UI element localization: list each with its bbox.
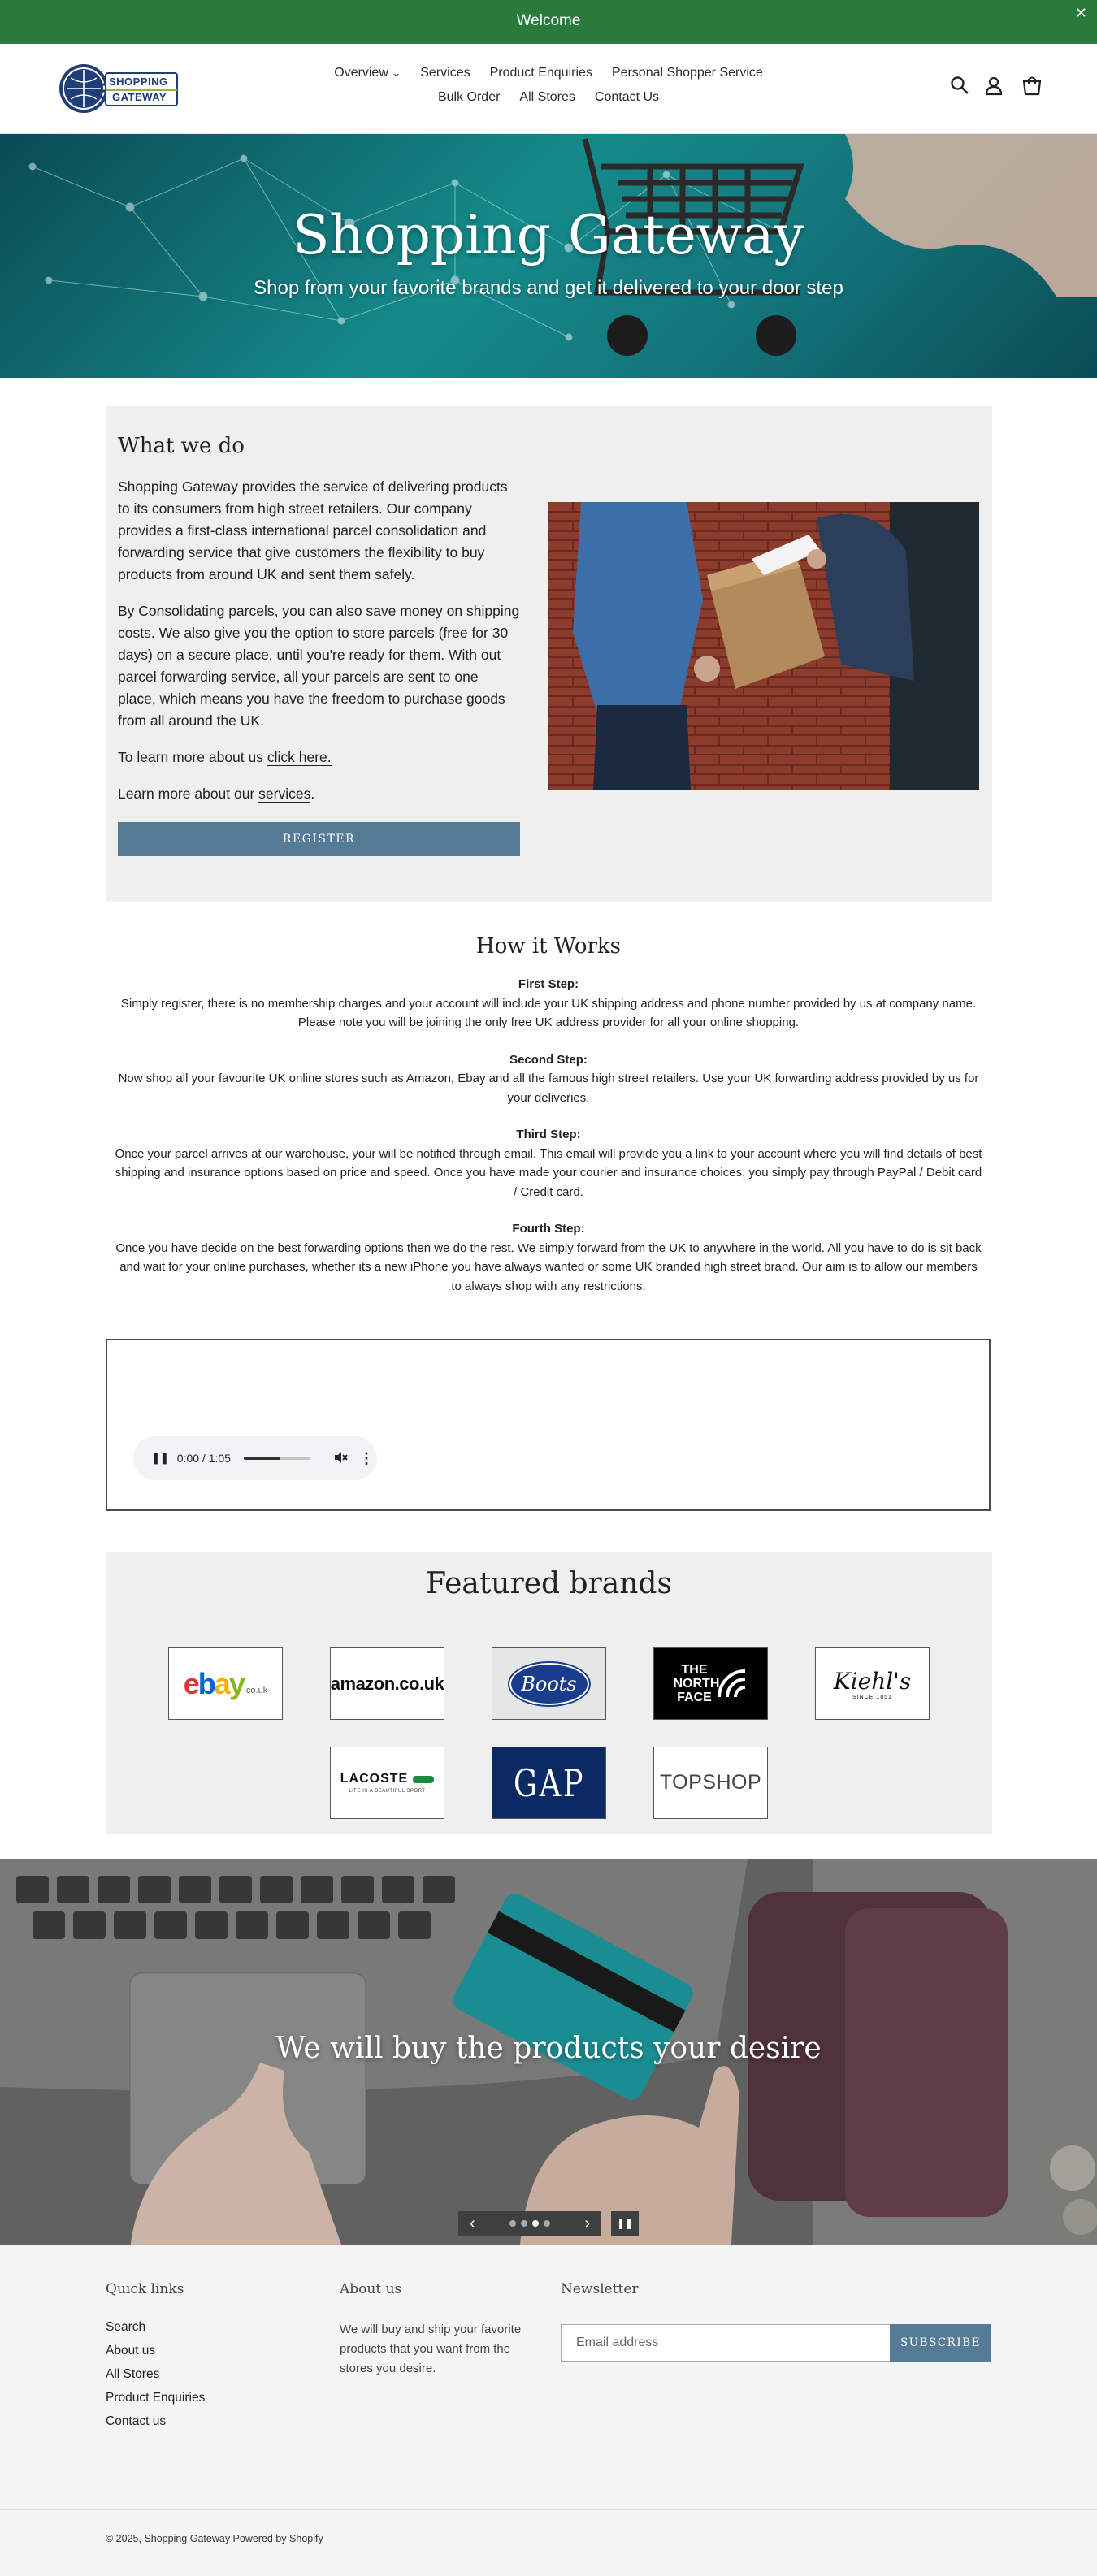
search-icon[interactable]	[949, 75, 970, 96]
nav-contact-us[interactable]: Contact Us	[594, 90, 660, 104]
cart-icon[interactable]	[1021, 75, 1043, 96]
what-we-do-text	[118, 476, 520, 820]
slideshow	[0, 1859, 1097, 2245]
media-progress-fill	[244, 1457, 280, 1460]
footer-link-about-us[interactable]: About us	[106, 2344, 156, 2357]
parcel-delivery-image	[548, 502, 979, 790]
step-4-title: Fourth Step:	[512, 1222, 585, 1236]
brand-the-north-face[interactable]	[653, 1647, 768, 1720]
media-time: 0:00 / 1:05	[176, 1452, 231, 1465]
footer-quick-links	[106, 2281, 205, 2438]
site-header	[0, 46, 1097, 134]
copyright-prefix: © 2025,	[106, 2533, 145, 2544]
ebay-logo: ebay	[183, 1666, 244, 1700]
learn-more-prefix: To learn more about us	[118, 749, 267, 765]
step-4-text: Once you have decide on the best forwarding options then we do the rest. We simply forward from the UK to anywhere in the world. All you have to do is sit back and wait for your online purchases, whether its a new iPhone you have always wanted or some UK branded high street brand. Our aim is to allow our members to always shop with any restrictions.	[115, 1240, 982, 1293]
muted-volume-icon[interactable]	[333, 1450, 348, 1467]
what-we-do-heading: What we do	[118, 434, 245, 458]
quick-links-heading: Quick links	[106, 2281, 184, 2297]
close-icon[interactable]: ✕	[1074, 5, 1087, 21]
kiehls-since: SINCE 1851	[852, 1694, 892, 1700]
newsletter-heading: Newsletter	[561, 2281, 639, 2297]
nav-overview[interactable]	[334, 66, 401, 80]
media-embed	[106, 1339, 991, 1511]
step-3-title: Third Step:	[516, 1128, 581, 1141]
copyright-powered-by: Powered by Shopify	[230, 2533, 323, 2544]
how-it-works-section	[0, 934, 1097, 1296]
step-2-text: Now shop all your favourite UK online stores such as Amazon, Ebay and all the famous high street retailers. Use your UK forwarding address provided by us for your deliveries.	[118, 1072, 979, 1105]
logo-text-line1: SHOPPING	[109, 76, 168, 88]
about-heading: About us	[340, 2281, 402, 2297]
footer-newsletter	[561, 2281, 639, 2297]
newsletter-email-input[interactable]: Email address	[561, 2324, 891, 2362]
step-3	[114, 1125, 983, 1201]
brand-gap[interactable]	[492, 1747, 606, 1819]
gap-logo: GAP	[513, 1760, 585, 1805]
account-icon[interactable]	[983, 75, 1004, 96]
boots-logo-text: Boots	[521, 1672, 577, 1695]
north-face-arcs-icon	[716, 1668, 748, 1700]
slide-caption: We will buy the products your desire	[275, 2032, 822, 2065]
more-options-icon[interactable]: ⋮	[358, 1449, 374, 1466]
services-link[interactable]: services	[258, 786, 311, 802]
copyright-store-link[interactable]: Shopping Gateway	[144, 2533, 231, 2544]
brand-lacoste[interactable]	[330, 1747, 444, 1819]
footer-divider	[0, 2509, 1097, 2510]
footer-link-search[interactable]: Search	[106, 2320, 146, 2334]
learn-more-about-us	[118, 747, 520, 768]
announcement-bar	[0, 0, 1097, 44]
chevron-left-icon[interactable]: ‹	[470, 2214, 475, 2232]
topshop-logo: TOPSHOP	[659, 1771, 762, 1794]
main-nav-row-2	[0, 90, 1097, 105]
nav-overview-label: Overview	[334, 66, 388, 80]
pause-icon[interactable]: ❚❚	[151, 1452, 169, 1464]
media-progress-slider[interactable]	[244, 1457, 310, 1460]
nav-services[interactable]: Services	[420, 66, 470, 80]
slideshow-controls	[458, 2211, 601, 2236]
brand-boots[interactable]	[492, 1647, 606, 1720]
step-1-text: Simply register, there is no membership charges and your account will include your UK shipping address and phone number provided by us at company name. Please note you will be joining the only free UK address provider for all your online shopping.	[120, 996, 977, 1029]
footer-link-product-enquiries[interactable]: Product Enquiries	[106, 2391, 206, 2405]
announcement-text: Welcome	[516, 11, 581, 29]
crocodile-icon	[413, 1776, 434, 1783]
step-4	[114, 1219, 983, 1296]
slide-dot-4[interactable]	[544, 2220, 550, 2227]
audio-player	[133, 1436, 377, 1480]
hero-banner	[0, 134, 1097, 378]
featured-brands-heading: Featured brands	[426, 1567, 672, 1600]
step-2-title: Second Step:	[509, 1052, 588, 1067]
slide-dot-1[interactable]	[509, 2220, 516, 2227]
subscribe-button[interactable]: SUBSCRIBE	[890, 2324, 991, 2362]
logo-text-line2: GATEWAY	[112, 91, 167, 103]
register-button[interactable]: REGISTER	[118, 822, 520, 856]
how-it-works-heading: How it Works	[475, 934, 621, 959]
slide-dot-3[interactable]	[532, 2220, 539, 2227]
learn-more-services	[118, 783, 520, 805]
step-1-title: First Step:	[518, 977, 579, 991]
nav-bulk-order[interactable]: Bulk Order	[437, 90, 501, 104]
hero-subtitle: Shop from your favorite brands and get it delivered to your door step	[254, 277, 843, 299]
slideshow-pause-button[interactable]: ❚❚	[611, 2211, 639, 2236]
slide-dots	[507, 2220, 553, 2227]
brand-topshop[interactable]	[653, 1747, 768, 1819]
nav-all-stores[interactable]: All Stores	[519, 90, 575, 104]
footer-link-all-stores[interactable]: All Stores	[106, 2367, 160, 2381]
step-1	[114, 975, 983, 1033]
chevron-down-icon: ⌄	[392, 67, 401, 79]
boots-logo	[509, 1663, 589, 1705]
lacoste-logo-text: LACOSTE	[340, 1772, 409, 1786]
copyright	[106, 2533, 323, 2544]
brand-ebay[interactable]	[168, 1647, 283, 1720]
what-we-do-paragraph-2: By Consolidating parcels, you can also save money on shipping costs. We also give you the option to store parcels (free for 30 days) on a secure place, until you're ready for them. With out parcel forwarding service, all your parcels are sent to one place, which means you have the freedom to purchase goods from all around the UK.	[118, 603, 520, 729]
lacoste-logo	[340, 1772, 434, 1786]
hero-title: Shopping Gateway	[293, 204, 804, 266]
brand-kiehls[interactable]	[815, 1647, 930, 1720]
footer-about	[340, 2281, 543, 2379]
chevron-right-icon[interactable]: ›	[584, 2214, 590, 2232]
footer-link-contact-us[interactable]: Contact us	[106, 2414, 167, 2428]
step-2	[114, 1050, 983, 1108]
brand-amazon[interactable]	[330, 1647, 444, 1720]
step-3-text: Once your parcel arrives at our warehouse, your will be notified through email. This email will provide you a link to your account where you will find details of best shipping and insurance options based on price and speed. Once you have made your courier and insurance choices, you simply pay through PayPal / Debit card / Credit card.	[115, 1146, 982, 1199]
main-nav-row-1	[0, 66, 1097, 80]
featured-brands-section	[106, 1552, 992, 1834]
what-we-do-section	[106, 406, 992, 902]
the-north-face-logo: THE NORTH FACE	[673, 1663, 720, 1704]
nav-product-enquiries[interactable]: Product Enquiries	[489, 66, 592, 80]
about-text: We will buy and ship your favorite products that you want from the stores you desire.	[340, 2323, 522, 2375]
click-here-link[interactable]: click here.	[267, 749, 332, 765]
nav-personal-shopper[interactable]: Personal Shopper Service	[611, 66, 763, 80]
site-footer	[0, 2245, 1097, 2576]
ebay-suffix: .co.uk	[243, 1685, 268, 1695]
amazon-logo: amazon.co.uk	[330, 1673, 444, 1694]
what-we-do-paragraph-1: Shopping Gateway provides the service of delivering products to its consumers from high street retailers. Our company provides a first-class international parcel consolidation and forwarding service that give customers the flexibility to buy products from around UK and sent them safely.	[118, 478, 508, 582]
slide-dot-2[interactable]	[521, 2220, 527, 2227]
lacoste-tagline: LIFE IS A BEAUTIFUL SPORT	[349, 1789, 426, 1794]
services-suffix: .	[310, 786, 315, 802]
services-prefix: Learn more about our	[118, 786, 259, 802]
kiehls-logo: Kiehl's	[833, 1667, 912, 1695]
